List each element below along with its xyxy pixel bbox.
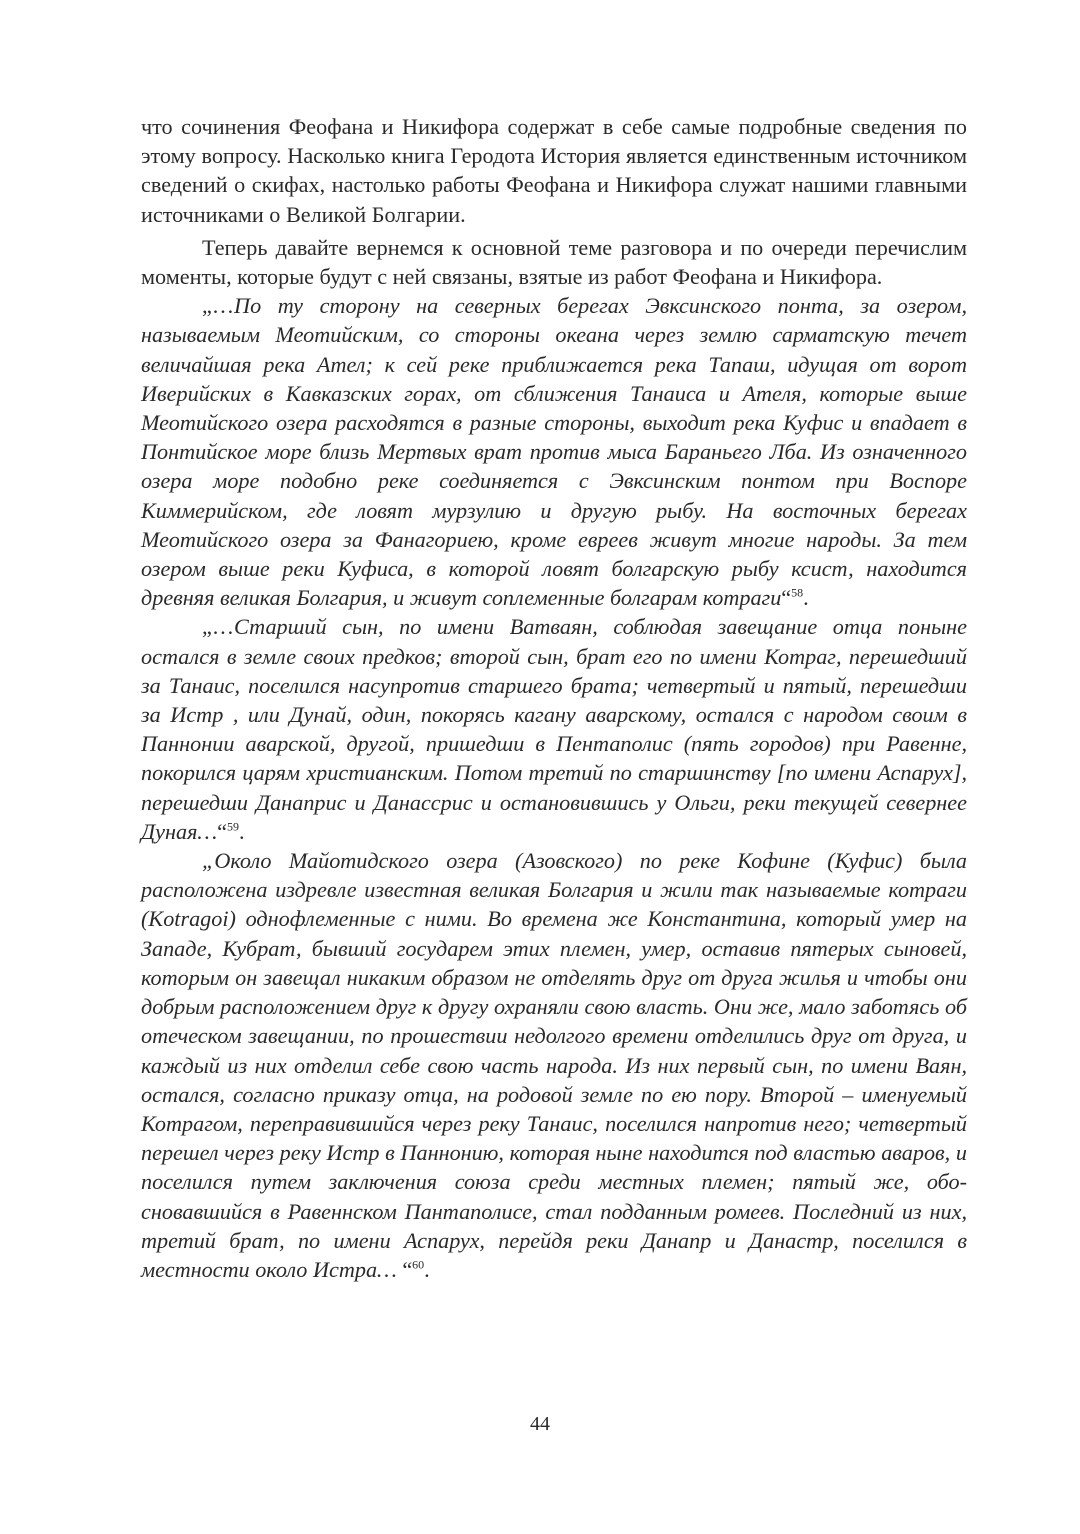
quote-close-mark: “: [402, 1256, 413, 1282]
footnote-ref: 59: [226, 819, 239, 834]
quote-close-mark: “: [217, 818, 227, 844]
quote-text: По ту сторону на северных берегах Эвксинского понта, за озером, называемым Меотийским, со стороны океана через землю сарматскую течет величайшая река Ател; к сей реке приближается река Тапаш, идущая от ворот Иверийских в Кавказских горах, от сближения Танаиса и Ателя, которые выше Меотийского озера расходятся в разные стороны, выходит река Куфис и впадает в Понтийское море близь Мертвых врат против мыса Бараньего Лба. Из означенного озера море подобно реке соединяется с Эвксинским понтом при Воспоре Киммерийском, где ловят мурзулию и другую рыбу. На восточных берегах Меотийского озера за Фанагориею, кроме евреев живут многие народы. За тем озером выше реки Куфиса, в которой ловят болгарскую рыбу ксист, находится древняя великая Болгария, и живут соплеменные болгарам котраги: [141, 293, 967, 611]
quote-theophanes-2: [141, 612, 967, 846]
quote-open-mark: „…: [202, 293, 235, 319]
quote-open-mark: „: [202, 848, 215, 874]
paragraph-transition: Теперь давайте вернемся к основной теме разговора и по очереди перечислим моменты, которые будут с ней связаны, взятые из работ Феофана и Никифора.: [141, 234, 967, 290]
quote-close-mark: “: [781, 585, 792, 611]
page-body: [141, 112, 967, 1284]
paragraph-intro: что сочинения Феофана и Никифора содержат в себе самые подробные сведения по этому вопросу. Насколько книга Геродота История является единственным источником сведений о скифах, настолько работы Феофана и Никифора служат нашими главными источниками о Великой Болгарии.: [141, 114, 967, 227]
quote-nikephoros: [141, 846, 967, 1284]
footnote-ref: 60: [412, 1257, 425, 1272]
quote-text: Около Майотидского озера (Азовского) по реке Кофине (Куфис) была расположена издревле известная великая Болгария и жили так называемые котраги (Kotragoi) однофлеменные с ними. Во времена же Константина, который умер на Западе, Кубрат, бывший государем этих племен, умер, оставив пятерых сыновей, которым он завещал никаким образом не отделять друг от друга жилья и чтобы они добрым расположением друг к другу охраняли свою власть. Они же, мало заботясь об отеческом завещании, по прошествии недолгого времени отделились друг от друга, и каждый из них отделил себе свою часть народа. Из них первый сын, по имени Ваян, остался, согласно приказу отца, на родовой земле по ею пору. Второй – именуемый Котрагом, переправившийся через реку Танаис, поселился напротив него; четвертый перешел через реку Истр в Паннонию, которая ныне находится под властью аваров, и поселился путем заключения союза среди местных племен; пятый же, обосновавшийся в Равеннском Пантаполисе, стал подданным ромеев. Последний из них, третий брат, по имени Аспарух, перейдя реки Данапр и Данастр, поселился в местности около Истра…: [141, 848, 967, 1282]
quote-end: .: [803, 585, 809, 611]
quote-text: Старший сын, по имени Ватваян, соблюдая завещание отца поныне остался в земле своих предков; второй сын, брат его по имени Котраг, перешедший за Танаис, поселился насупротив старшего брата; четвертый и пятый, перешедши за Истр , или Дунай, один, покорясь кагану аварскому, остался с народом своим в Паннонии аварской, другой, пришедши в Пентаполис (пять городов) при Равенне, покорился царям христианским. Потом третий по старшинству [по имени Аспарух], перешедши Данаприс и Данассрис и остановившись у Ольги, реки текущей севернее Дуная…: [141, 614, 967, 844]
page-number: 44: [530, 1413, 550, 1435]
quote-end: .: [424, 1256, 430, 1282]
quote-theophanes-1: [141, 291, 967, 612]
quote-open-mark: „…: [202, 614, 235, 640]
footnote-ref: 58: [791, 585, 804, 600]
quote-end: .: [238, 818, 245, 844]
